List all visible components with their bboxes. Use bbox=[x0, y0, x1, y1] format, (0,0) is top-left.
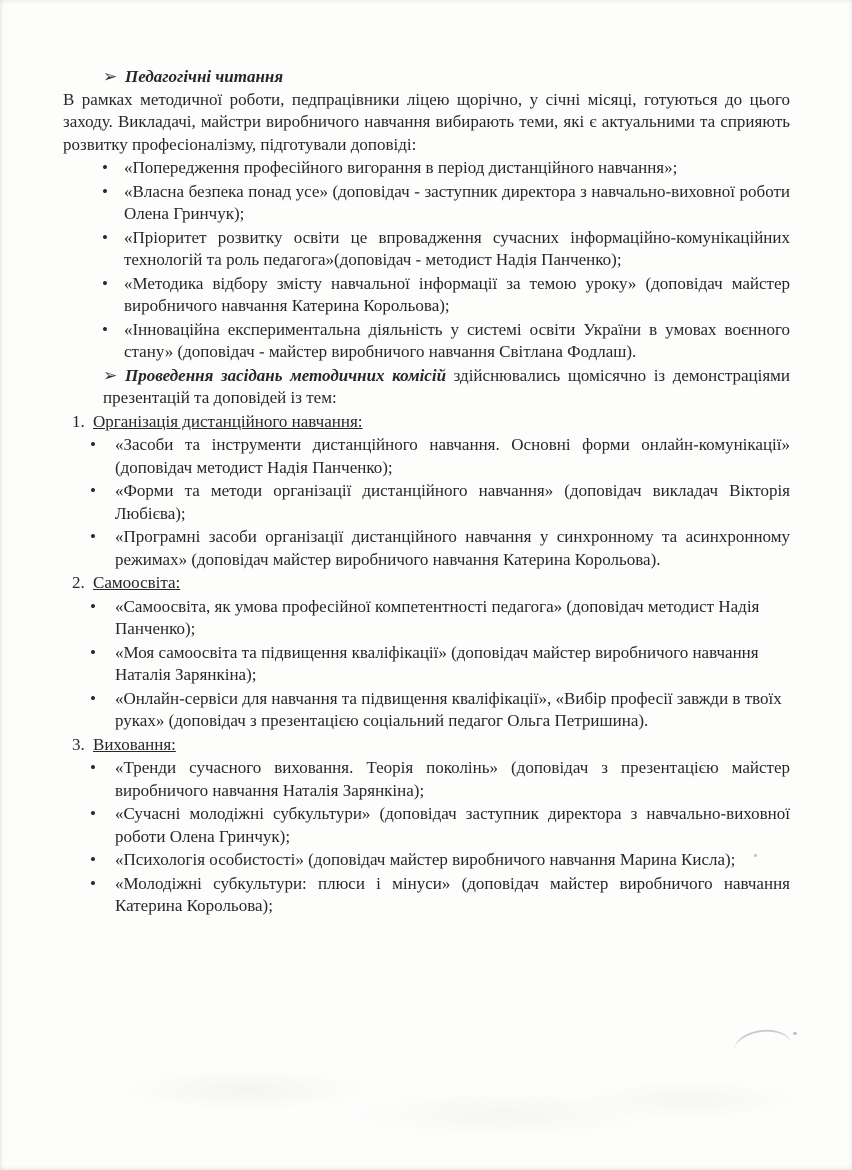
topic-item bbox=[90, 873, 790, 918]
heading-method-commissions-label: Проведення засідань методичних комісій bbox=[125, 365, 447, 385]
topic-item bbox=[102, 319, 790, 364]
section-3-topics-list bbox=[90, 757, 790, 918]
bullet-icon: • bbox=[102, 319, 108, 339]
pencil-scan-dot bbox=[793, 1032, 797, 1035]
topic-text: «Власна безпека понад усе» (доповідач - заступник директора з навчально-виховної роботи Олена Гринчук); bbox=[124, 181, 790, 223]
topic-text: «Програмні засоби організації дистанційного навчання у синхронному та асинхронному режимах» (доповідач майстер виробничого навчання Катерина Корольова). bbox=[115, 527, 790, 569]
section-1-title bbox=[72, 411, 790, 434]
section-number: 1. bbox=[72, 411, 85, 431]
document-content bbox=[63, 66, 790, 919]
bullet-icon: • bbox=[90, 850, 96, 869]
topic-text: «Психологія особистості» (доповідач майстер виробничого навчання Марина Кисла); bbox=[115, 850, 736, 869]
topic-item bbox=[102, 157, 790, 180]
section-2-title bbox=[72, 572, 790, 595]
heading-method-commissions-rest: здійснювались щомісячно із демонстраціями презентацій та доповідей із тем: bbox=[103, 365, 791, 407]
arrowhead-bullet-icon: ➢ bbox=[103, 67, 118, 86]
topic-item bbox=[90, 803, 790, 848]
heading-method-commissions bbox=[103, 365, 790, 410]
topic-text: «Методика відбору змісту навчальної інформації за темою уроку» (доповідач майстер виробничого навчання Катерина Корольова); bbox=[124, 273, 790, 315]
section-number: 3. bbox=[72, 734, 85, 754]
bullet-icon: • bbox=[90, 873, 96, 893]
section-title-text: Виховання: bbox=[93, 734, 176, 754]
topic-item bbox=[90, 849, 790, 872]
bullet-icon: • bbox=[102, 227, 108, 247]
section-1-topics-list bbox=[90, 434, 790, 571]
topic-text: «Моя самоосвіта та підвищення кваліфікації» (доповідач майстер виробничого навчання Наталія Зарянкіна); bbox=[115, 642, 759, 684]
bullet-icon: • bbox=[90, 642, 96, 662]
topic-item bbox=[90, 596, 790, 641]
bullet-icon: • bbox=[90, 688, 96, 708]
topic-text: «Молодіжні субкультури: плюси і мінуси» (доповідач майстер виробничого навчання Катерина Корольова); bbox=[115, 873, 790, 915]
heading-pedagogical-readings bbox=[103, 66, 790, 89]
bullet-icon: • bbox=[90, 804, 96, 823]
pencil-scan-mark bbox=[732, 1027, 792, 1052]
topic-item bbox=[90, 480, 790, 525]
topic-item bbox=[90, 434, 790, 479]
topic-text: «Тренди сучасного виховання. Теорія поколінь» (доповідач з презентацією майстер виробничого навчання Наталія Зарянкіна); bbox=[115, 758, 790, 800]
bullet-icon: • bbox=[90, 527, 96, 546]
topic-item bbox=[90, 642, 790, 687]
topic-item bbox=[102, 181, 790, 226]
bullet-icon: • bbox=[90, 758, 96, 777]
bullet-icon: • bbox=[102, 158, 108, 177]
section-3-title bbox=[72, 734, 790, 757]
topic-item bbox=[90, 526, 790, 571]
heading-pedagogical-readings-label: Педагогічні читання bbox=[125, 67, 284, 86]
intro-paragraph: В рамках методичної роботи, педпрацівники ліцею щорічно, у січні місяці, готуються до цього заходу. Викладачі, майстри виробничого навчання вибирають теми, які є актуальними та сприяють розвитку професіоналізму, підготували доповіді: bbox=[63, 89, 790, 154]
scan-speck bbox=[754, 854, 757, 857]
scan-smudge bbox=[60, 1060, 800, 1160]
bullet-icon: • bbox=[90, 596, 96, 616]
bullet-icon: • bbox=[90, 481, 96, 500]
bullet-icon: • bbox=[102, 273, 108, 293]
section-title-text: Самоосвіта: bbox=[93, 573, 181, 592]
section-number: 2. bbox=[72, 573, 85, 592]
topic-text: «Інноваційна експериментальна діяльність у системі освіти України в умовах воєнного стану» (доповідач - майстер виробничого навчання Світлана Фодлаш). bbox=[124, 319, 790, 361]
topic-text: «Самоосвіта, як умова професійної компетентності педагога» (доповідач методист Надія Панченко); bbox=[115, 596, 760, 638]
bullet-icon: • bbox=[102, 181, 108, 201]
topic-text: «Попередження професійного вигорання в період дистанційного навчання»; bbox=[124, 158, 678, 177]
topic-item bbox=[90, 688, 790, 733]
topic-text: «Онлайн-сервіси для навчання та підвищення кваліфікації», «Вибір професії завжди в твоїх руках» (доповідач з презентацією соціальний педагог Ольга Петришина). bbox=[115, 688, 782, 730]
section-title-text: Організація дистанційного навчання: bbox=[93, 411, 363, 431]
readings-topics-list bbox=[102, 157, 790, 364]
bullet-icon: • bbox=[90, 435, 96, 454]
topic-text: «Форми та методи організації дистанційного навчання» (доповідач викладач Вікторія Любієва); bbox=[115, 481, 790, 523]
topic-text: «Пріоритет розвитку освіти це впровадження сучасних інформаційно-комунікаційних технологій та роль педагога»(доповідач - методист Надія Панченко); bbox=[124, 227, 790, 269]
arrowhead-bullet-icon: ➢ bbox=[103, 365, 118, 385]
topic-text: «Сучасні молодіжні субкультури» (доповідач заступник директора з навчально-виховної роботи Олена Гринчук); bbox=[115, 804, 790, 846]
topic-item bbox=[102, 273, 790, 318]
topic-item bbox=[90, 757, 790, 802]
section-2-topics-list bbox=[90, 596, 790, 733]
topic-text: «Засоби та інструменти дистанційного навчання. Основні форми онлайн-комунікації» (доповідач методист Надія Панченко); bbox=[115, 435, 790, 477]
topic-item bbox=[102, 227, 790, 272]
